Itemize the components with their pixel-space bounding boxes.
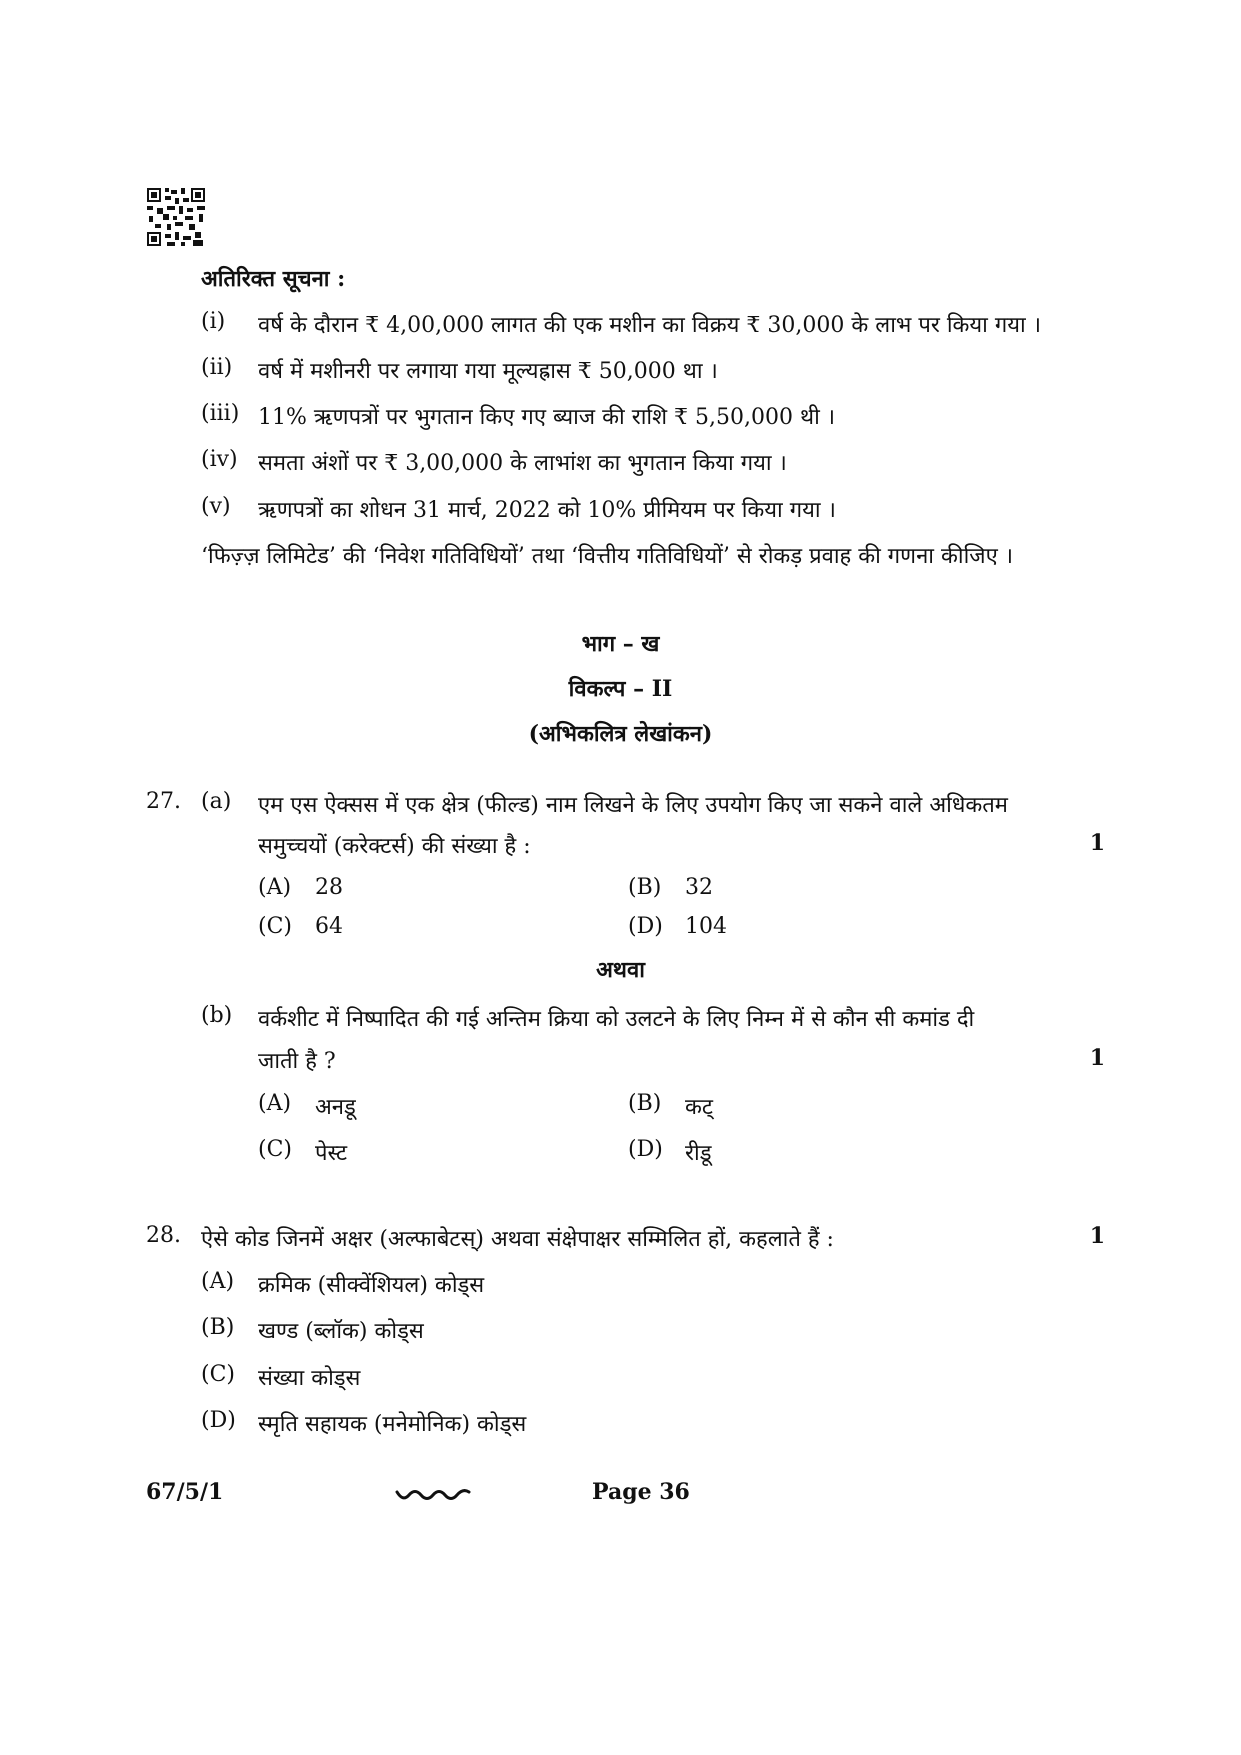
question-text: ऐसे कोड जिनमें अक्षर (अल्फाबेटस्) अथवा संक्षेपाक्षर सम्मिलित हों, कहलाते हैं : — [201, 1227, 834, 1252]
info-item-num: (iii) — [201, 401, 240, 426]
page-number: Page 36 — [592, 1479, 690, 1505]
info-item-text: ऋणपत्रों का शोधन 31 मार्च, 2022 को 10% प्रीमियम पर किया गया । — [258, 498, 836, 523]
section-option: विकल्प – II — [568, 676, 673, 702]
option-text: स्मृति सहायक (मनेमोनिक) कोड्स — [258, 1412, 527, 1437]
option-label: (B) — [628, 875, 662, 900]
option-text: रीडू — [685, 1141, 712, 1166]
info-item-text: वर्ष के दौरान ₹ 4,00,000 लागत की एक मशीन का विक्रय ₹ 30,000 के लाभ पर किया गया । — [258, 313, 1042, 338]
option-text: अनडू — [315, 1095, 356, 1120]
question-text: जाती है ? — [258, 1049, 336, 1074]
option-label: (B) — [628, 1091, 662, 1116]
info-item-num: (v) — [201, 494, 231, 519]
option-label: (A) — [201, 1269, 235, 1294]
info-item-num: (i) — [201, 309, 226, 334]
marks: 1 — [1089, 1223, 1105, 1249]
question-text: वर्कशीट में निष्पादित की गई अन्तिम क्रिया को उलटने के लिए निम्न में से कौन सी कमांड दी — [258, 1007, 975, 1032]
question-number: 28. — [146, 1223, 181, 1248]
option-text: 28 — [315, 875, 343, 900]
wave-icon — [395, 1486, 471, 1504]
question-part-label: (a) — [201, 789, 232, 814]
section-part: भाग – ख — [581, 631, 660, 657]
info-item-num: (iv) — [201, 447, 238, 472]
option-text: संख्या कोड्स — [258, 1366, 361, 1391]
option-label: (B) — [201, 1315, 235, 1340]
option-label: (C) — [201, 1362, 235, 1387]
qr-code-icon — [147, 188, 205, 246]
option-label: (C) — [258, 914, 292, 939]
question-part-label: (b) — [201, 1003, 233, 1028]
or-separator: अथवा — [596, 957, 645, 983]
section-subject: (अभिकलित्र लेखांकन) — [528, 721, 713, 747]
info-instruction: ‘फिज़्ज़ लिमिटेड’ की ‘निवेश गतिविधियों’ तथा ‘वित्तीय गतिविधियों’ से रोकड़ प्रवाह की गणना कीजिए । — [201, 544, 1014, 569]
info-item-text: वर्ष में मशीनरी पर लगाया गया मूल्यह्रास ₹ 50,000 था । — [258, 359, 718, 384]
option-label: (D) — [628, 914, 663, 939]
option-label: (C) — [258, 1137, 292, 1162]
option-label: (D) — [628, 1137, 663, 1162]
option-label: (D) — [201, 1408, 236, 1433]
question-number: 27. — [146, 789, 181, 814]
question-text: समुच्चयों (करेक्टर्स) की संख्या है : — [258, 834, 531, 859]
option-text: पेस्ट — [315, 1141, 348, 1166]
info-item-num: (ii) — [201, 355, 233, 380]
additional-info-heading: अतिरिक्त सूचना : — [201, 266, 346, 292]
option-label: (A) — [258, 875, 292, 900]
question-text: एम एस ऐक्सस में एक क्षेत्र (फील्ड) नाम लिखने के लिए उपयोग किए जा सकने वाले अधिकतम — [258, 793, 1008, 818]
option-text: कट् — [685, 1095, 713, 1120]
option-text: खण्ड (ब्लॉक) कोड्स — [258, 1319, 424, 1344]
option-text: क्रमिक (सीक्वेंशियल) कोड्स — [258, 1273, 485, 1298]
option-label: (A) — [258, 1091, 292, 1116]
info-item-text: 11% ऋणपत्रों पर भुगतान किए गए ब्याज की राशि ₹ 5,50,000 थी । — [258, 405, 836, 430]
option-text: 104 — [685, 914, 727, 939]
marks: 1 — [1089, 1045, 1105, 1071]
info-item-text: समता अंशों पर ₹ 3,00,000 के लाभांश का भुगतान किया गया । — [258, 451, 787, 476]
paper-code: 67/5/1 — [146, 1479, 224, 1505]
option-text: 32 — [685, 875, 713, 900]
option-text: 64 — [315, 914, 343, 939]
marks: 1 — [1089, 830, 1105, 856]
